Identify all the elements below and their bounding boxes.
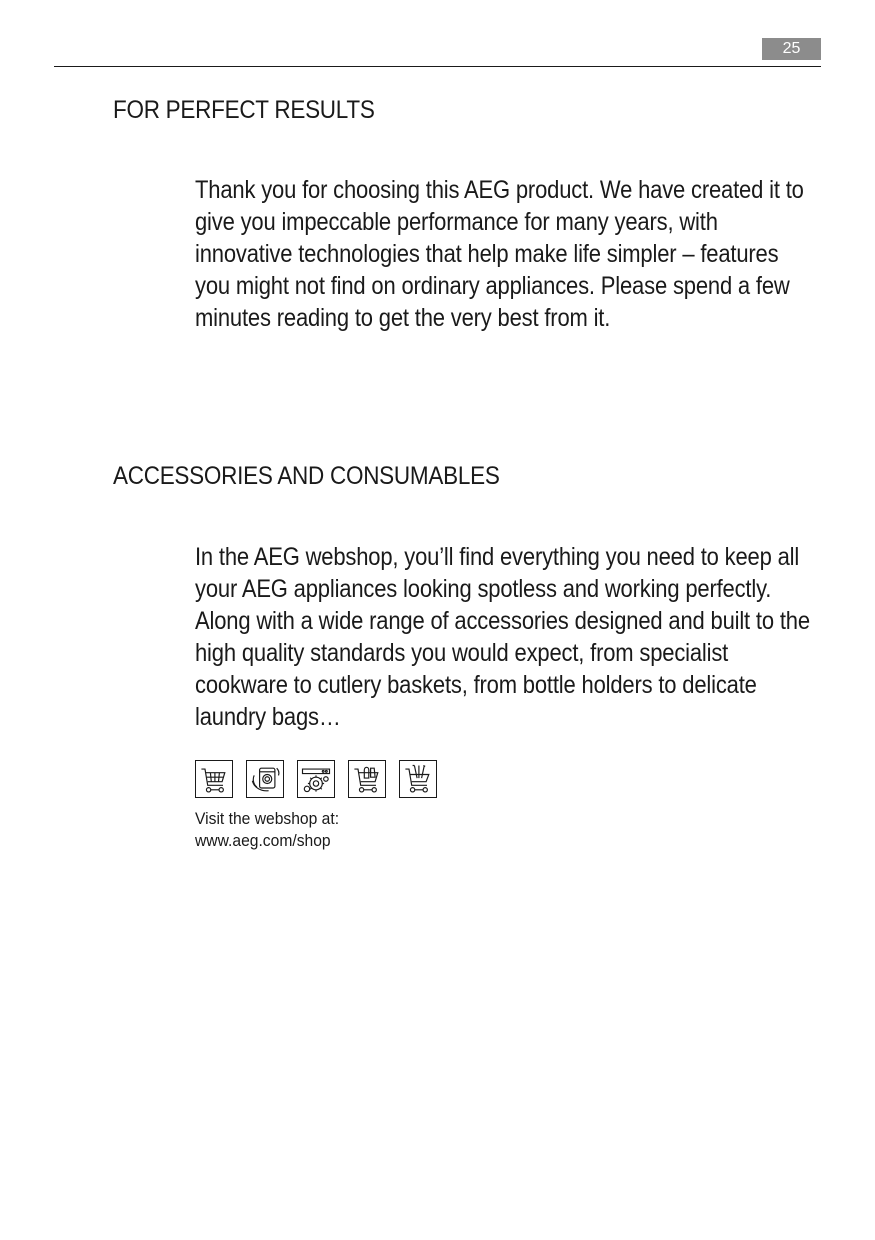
washing-care-icon (246, 760, 284, 798)
intro-paragraph: Thank you for choosing this AEG product. We have created it to give you impeccable performance for many years, with innovative technologies that help make life simpler – features you might not find on ordinary appliances. Please spend a few minutes reading to get the very best from it. (195, 176, 804, 332)
cart-cutlery-icon (399, 760, 437, 798)
accessories-paragraph: In the AEG webshop, you’ll find everything you need to keep all your AEG appliances looking spotless and working perfectly. Along with a wide range of accessories designed and built to the high quality standards you would expect, from specialist cookware to cutlery baskets, from bottle holders to delicate laundry bags… (195, 543, 810, 731)
appliance-settings-icon (297, 760, 335, 798)
cart-consumables-icon (348, 760, 386, 798)
header-rule (54, 66, 821, 67)
section-heading-accessories: ACCESSORIES AND CONSUMABLES (113, 462, 500, 490)
section-heading-perfect-results: FOR PERFECT RESULTS (113, 96, 375, 124)
shopping-cart-icon (195, 760, 233, 798)
webshop-visit-label: Visit the webshop at: (195, 809, 340, 828)
page-number: 25 (762, 38, 821, 60)
webshop-url[interactable]: www.aeg.com/shop (195, 831, 331, 850)
